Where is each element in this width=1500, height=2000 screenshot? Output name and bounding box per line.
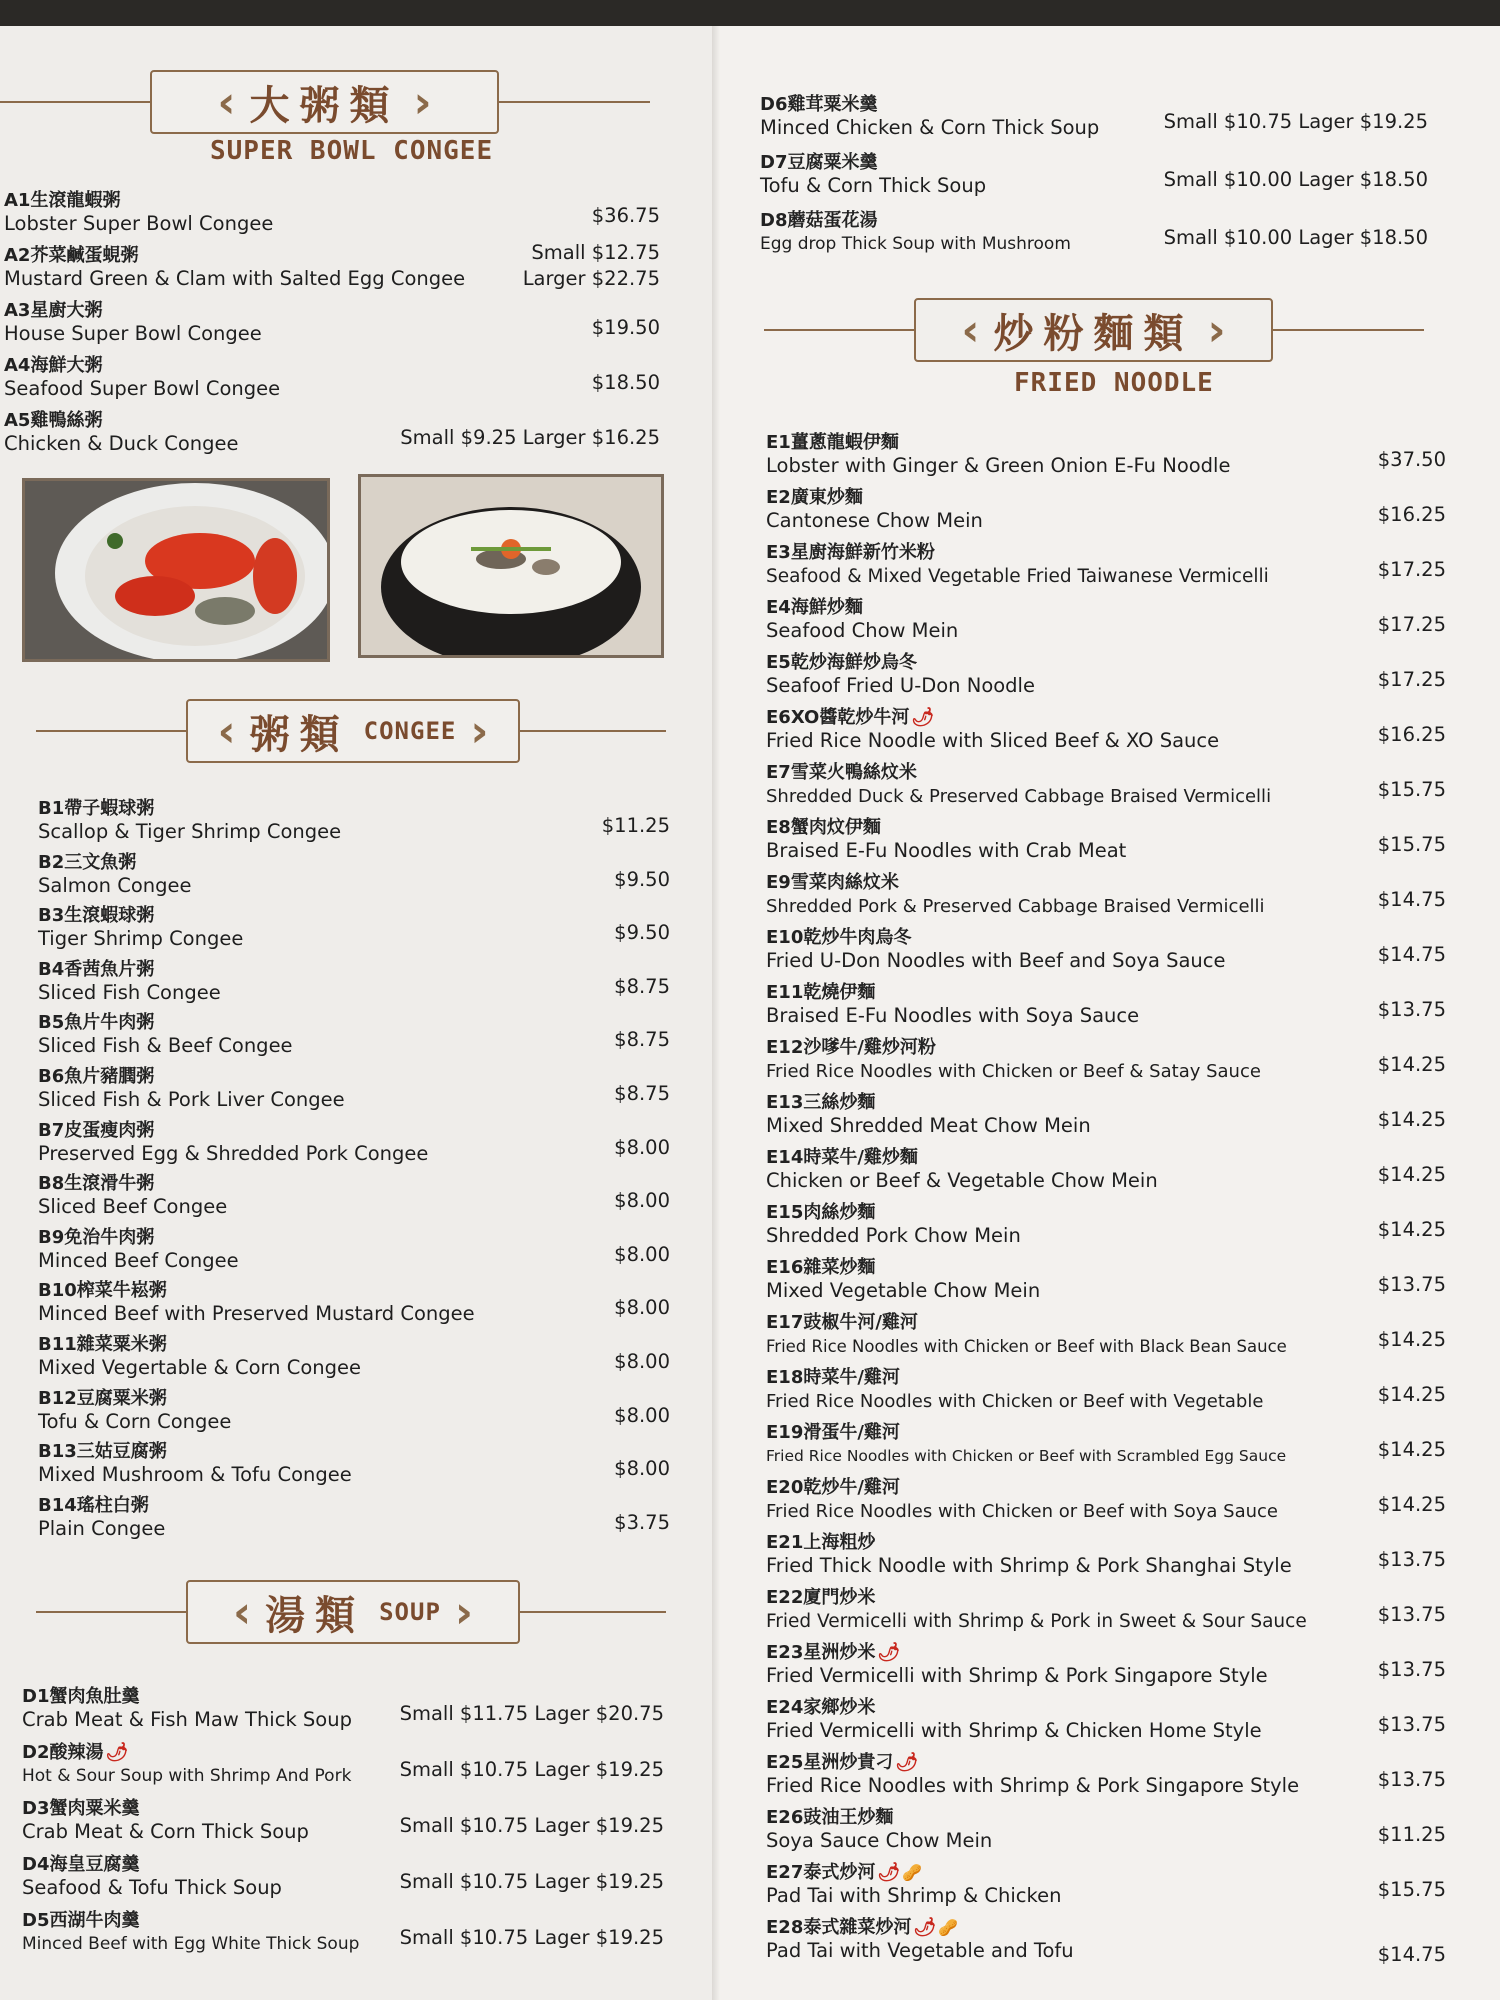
congee-list [38, 794, 670, 1544]
menu-item-d1: D1蟹肉魚肚羹 Crab Meat & Fish Maw Thick Soup Small $11.75 Lager $20.75 [22, 1686, 664, 1731]
menu-item-e14: E14時菜牛/雞炒麵 Chicken or Beef & Vegetable Chow Mein $14.25 [766, 1147, 1446, 1192]
menu-item-e9: E9雪菜肉絲炆米 Shredded Pork & Preserved Cabbage Braised Vermicelli $14.75 [766, 872, 1446, 917]
chili-icon: 🌶 [877, 1642, 901, 1663]
menu-item-e12: E12沙嗲牛/雞炒河粉 Fried Rice Noodles with Chicken or Beef & Satay Sauce $14.25 [766, 1037, 1446, 1082]
soup-banner [36, 1580, 666, 1644]
soup-title-zh: 湯類 [265, 1592, 366, 1639]
menu-item-e28: E28泰式雜菜炒河 🌶 🥜 Pad Tai with Vegetable and Tofu $14.75 [766, 1917, 1446, 1966]
soup-list-left [22, 1682, 664, 1962]
menu-item-b6: B6魚片豬膶粥 Sliced Fish & Pork Liver Congee $8.75 [38, 1065, 670, 1111]
soup-list-right [760, 90, 1428, 264]
menu-item-b14: B14瑤柱白粥 Plain Congee $3.75 [38, 1494, 670, 1540]
menu-item-e16: E16雜菜炒麵 Mixed Vegetable Chow Mein $13.75 [766, 1257, 1446, 1302]
super-bowl-banner [0, 70, 650, 134]
chevron-left-icon: ‹ [217, 76, 236, 128]
menu-item-d3: D3蟹肉粟米羹 Crab Meat & Corn Thick Soup Small $10.75 Lager $19.25 [22, 1798, 664, 1843]
menu-item-a3: A3星廚大粥 House Super Bowl Congee $19.50 [4, 300, 660, 345]
menu-item-b12: B12豆腐粟米粥 Tofu & Corn Congee $8.00 [38, 1387, 670, 1433]
menu-item-d4: D4海皇豆腐羹 Seafood & Tofu Thick Soup Small $10.75 Lager $19.25 [22, 1854, 664, 1899]
menu-item-e3: E3星廚海鮮新竹米粉 Seafood & Mixed Vegetable Fried Taiwanese Vermicelli $17.25 [766, 542, 1446, 587]
menu-item-b9: B9免治牛肉粥 Minced Beef Congee $8.00 [38, 1226, 670, 1272]
noodle-banner [764, 298, 1424, 362]
menu-item-e15: E15肉絲炒麵 Shredded Pork Chow Mein $14.25 [766, 1202, 1446, 1247]
menu-item-b2: B2三文魚粥 Salmon Congee $9.50 [38, 851, 670, 897]
noodle-list [766, 428, 1446, 1968]
menu-item-a1: A1生滾龍蝦粥 Lobster Super Bowl Congee $36.75 [4, 190, 660, 235]
menu-item-d7: D7豆腐粟米羹 Tofu & Corn Thick Soup Small $10.00 Lager $18.50 [760, 152, 1428, 197]
seafood-congee-photo [358, 474, 664, 658]
menu-item-e5: E5乾炒海鮮炒烏冬 Seafoof Fried U-Don Noodle $17.25 [766, 652, 1446, 697]
menu-item-b8: B8生滾滑牛粥 Sliced Beef Congee $8.00 [38, 1173, 670, 1219]
menu-item-b13: B13三姑豆腐粥 Mixed Mushroom & Tofu Congee $8.00 [38, 1441, 670, 1487]
menu-item-e18: E18時菜牛/雞河 Fried Rice Noodles with Chicken or Beef with Vegetable $14.25 [766, 1367, 1446, 1412]
menu-item-e8: E8蟹肉炆伊麵 Braised E-Fu Noodles with Crab Meat $15.75 [766, 817, 1446, 862]
menu-item-e25: E25星洲炒貴刁 🌶 Fried Rice Noodles with Shrimp & Pork Singapore Style $13.75 [766, 1752, 1446, 1797]
chevron-left-icon: ‹ [232, 1586, 252, 1638]
chevron-right-icon: › [413, 76, 432, 128]
menu-item-e13: E13三絲炒麵 Mixed Shredded Meat Chow Mein $14.25 [766, 1092, 1446, 1137]
chevron-left-icon: ‹ [217, 705, 236, 757]
menu-item-e11: E11乾燒伊麵 Braised E-Fu Noodles with Soya Sauce $13.75 [766, 982, 1446, 1027]
chevron-right-icon: › [1207, 304, 1226, 356]
menu-item-e27: E27泰式炒河 🌶 🥜 Pad Tai with Shrimp & Chicken $15.75 [766, 1862, 1446, 1907]
menu-item-b4: B4香茜魚片粥 Sliced Fish Congee $8.75 [38, 958, 670, 1004]
chili-icon: 🌶 [877, 1862, 901, 1883]
menu-item-b5: B5魚片牛肉粥 Sliced Fish & Beef Congee $8.75 [38, 1012, 670, 1058]
congee-banner [36, 699, 666, 763]
menu-item-b1: B1帶子蝦球粥 Scallop & Tiger Shrimp Congee $11.25 [38, 798, 670, 843]
noodle-title-en: FRIED NOODLE [1014, 368, 1214, 398]
menu-item-e26: E26豉油王炒麵 Soya Sauce Chow Mein $11.25 [766, 1807, 1446, 1852]
menu-item-e22: E22廈門炒米 Fried Vermicelli with Shrimp & Pork in Sweet & Sour Sauce $13.75 [766, 1587, 1446, 1632]
chili-icon: 🌶 [911, 707, 935, 728]
menu-item-e24: E24家鄉炒米 Fried Vermicelli with Shrimp & Chicken Home Style $13.75 [766, 1697, 1446, 1742]
chili-icon: 🌶 [913, 1917, 937, 1938]
congee-title-en: CONGEE [363, 717, 457, 745]
chevron-left-icon: ‹ [961, 304, 980, 356]
menu-item-e4: E4海鮮炒麵 Seafood Chow Mein $17.25 [766, 597, 1446, 642]
menu-item-d5: D5西湖牛肉羹 Minced Beef with Egg White Thick Soup Small $10.75 Lager $19.25 [22, 1910, 664, 1954]
menu-item-e20: E20乾炒牛/雞河 Fried Rice Noodles with Chicken or Beef with Soya Sauce $14.25 [766, 1477, 1446, 1522]
super-bowl-title-zh: 大粥類 [249, 82, 400, 129]
menu-item-d8: D8蘑菇蛋花湯 Egg drop Thick Soup with Mushroom Small $10.00 Lager $18.50 [760, 210, 1428, 254]
chevron-right-icon: › [470, 705, 489, 757]
menu-item-d6: D6雞茸粟米羹 Minced Chicken & Corn Thick Soup Small $10.75 Lager $19.25 [760, 94, 1428, 139]
menu-item-e2: E2廣東炒麵 Cantonese Chow Mein $16.25 [766, 487, 1446, 532]
super-bowl-title-en: SUPER BOWL CONGEE [210, 136, 494, 166]
chevron-right-icon: › [454, 1586, 474, 1638]
menu-item-e7: E7雪菜火鴨絲炆米 Shredded Duck & Preserved Cabbage Braised Vermicelli $15.75 [766, 762, 1446, 807]
menu-item-a2: A2芥菜鹹蛋蜆粥 Mustard Green & Clam with Salted Egg Congee Small $12.75 Larger $22.75 [4, 241, 660, 290]
menu-item-b7: B7皮蛋瘦肉粥 Preserved Egg & Shredded Pork Congee $8.00 [38, 1119, 670, 1165]
menu-item-b3: B3生滾蝦球粥 Tiger Shrimp Congee $9.50 [38, 905, 670, 951]
menu-item-a5: A5雞鴨絲粥 Chicken & Duck Congee Small $9.25 Larger $16.25 [4, 410, 660, 455]
menu-item-e19: E19滑蛋牛/雞河 Fried Rice Noodles with Chicken or Beef with Scrambled Egg Sauce $14.25 [766, 1422, 1446, 1465]
menu-item-b10: B10榨菜牛崧粥 Minced Beef with Preserved Mustard Congee $8.00 [38, 1280, 670, 1326]
peanut-icon: 🥜 [902, 1863, 923, 1882]
top-edge [0, 0, 1500, 26]
menu-item-e1: E1薑蔥龍蝦伊麵 Lobster with Ginger & Green Onion E-Fu Noodle $37.50 [766, 432, 1446, 477]
menu-item-a4: A4海鮮大粥 Seafood Super Bowl Congee $18.50 [4, 355, 660, 400]
congee-title-zh: 粥類 [249, 711, 350, 758]
menu-item-e6: E6XO醬乾炒牛河 🌶 Fried Rice Noodle with Sliced Beef & XO Sauce $16.25 [766, 707, 1446, 752]
soup-title-en: SOUP [379, 1598, 441, 1626]
menu-item-d2: D2酸辣湯 🌶 Hot & Sour Soup with Shrimp And Pork Small $10.75 Lager $19.25 [22, 1742, 664, 1786]
lobster-congee-photo [22, 478, 330, 662]
menu-item-e23: E23星洲炒米 🌶 Fried Vermicelli with Shrimp & Pork Singapore Style $13.75 [766, 1642, 1446, 1687]
chili-icon: 🌶 [895, 1752, 919, 1773]
menu-item-e21: E21上海粗炒 Fried Thick Noodle with Shrimp & Pork Shanghai Style $13.75 [766, 1532, 1446, 1577]
page-fold [712, 26, 720, 2000]
peanut-icon: 🥜 [938, 1918, 959, 1937]
menu-item-b11: B11雜菜粟米粥 Mixed Vegertable & Corn Congee $8.00 [38, 1333, 670, 1379]
menu-item-e17: E17豉椒牛河/雞河 Fried Rice Noodles with Chicken or Beef with Black Bean Sauce $14.25 [766, 1312, 1446, 1356]
noodle-title-zh: 炒粉麵類 [993, 310, 1194, 357]
menu-item-e10: E10乾炒牛肉烏冬 Fried U-Don Noodles with Beef and Soya Sauce $14.75 [766, 927, 1446, 972]
chili-icon: 🌶 [105, 1742, 129, 1763]
super-bowl-list [4, 186, 660, 461]
